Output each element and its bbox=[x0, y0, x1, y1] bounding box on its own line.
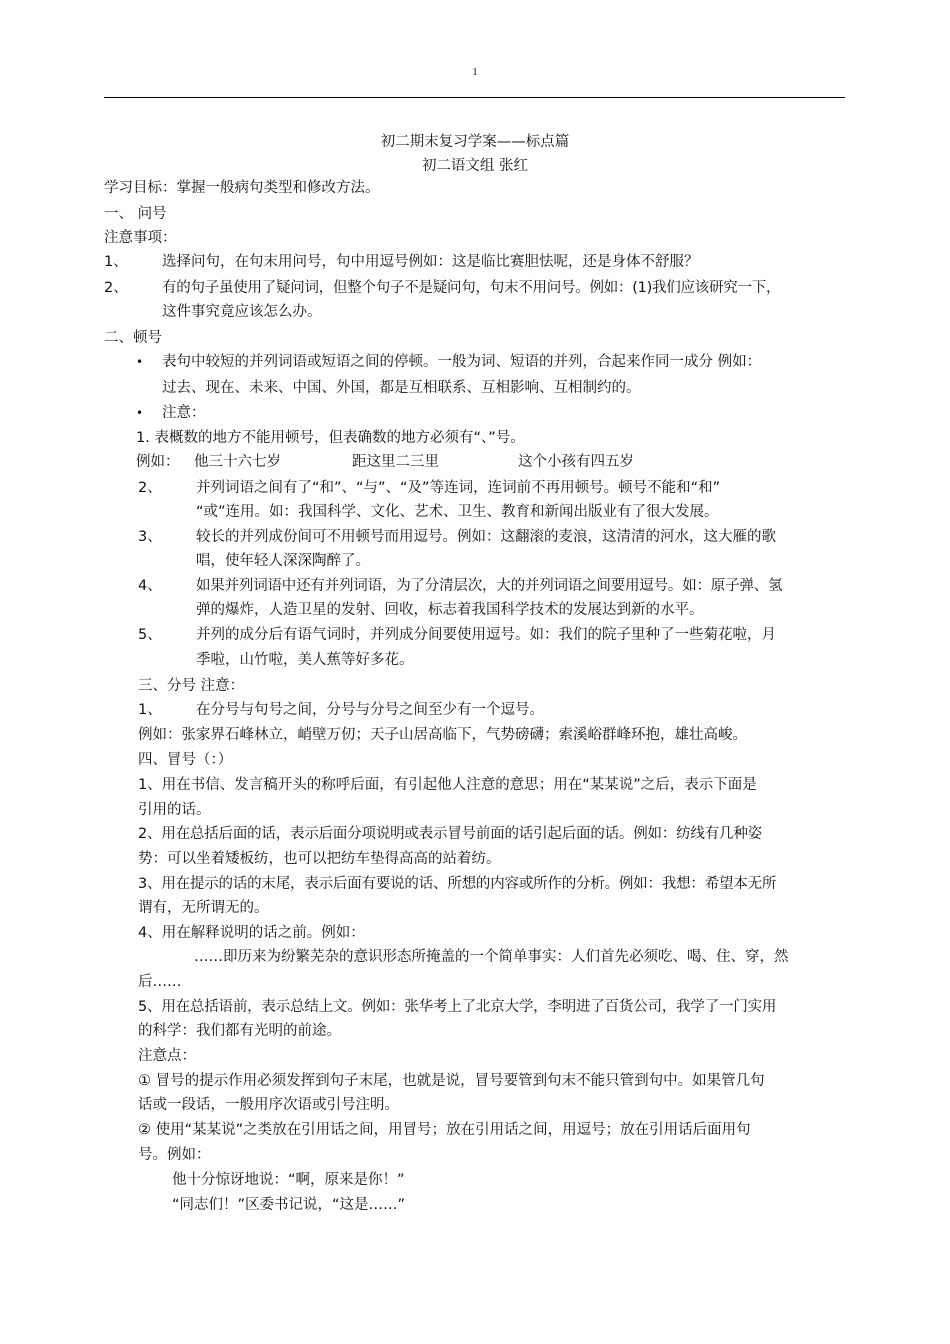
section-heading-semicolon: 三、分号 注意： bbox=[138, 678, 245, 694]
section-heading-comma: 二、顿号 bbox=[104, 330, 162, 346]
quote-example: 他十分惊讶地说：“啊，原来是你！” bbox=[172, 1172, 405, 1188]
list-item-text: 如果并列词语中还有并列词语，为了分清层次，大的并列词语之间要用逗号。如：原子弹、氢 bbox=[196, 578, 783, 594]
note-heading: 注意点： bbox=[138, 1048, 196, 1064]
paragraph-line: 后…… bbox=[138, 974, 182, 990]
header-rule bbox=[104, 97, 845, 98]
document-title: 初二期末复习学案——标点篇 bbox=[380, 134, 570, 150]
list-number: 1、 bbox=[138, 702, 162, 718]
list-item-text: 在分号与句号之间，分号与分号之间至少有一个逗号。 bbox=[196, 702, 544, 718]
list-item-text: “或”连用。如：我国科学、文化、艺术、卫生、教育和新闻出版业有了很大发展。 bbox=[196, 504, 719, 520]
example-text: 距这里二三里 bbox=[352, 454, 439, 470]
example-text: 例如：张家界石峰林立，峭壁万仞；天子山居高临下，气势磅礴；索溪峪群峰环抱，雄壮高峻。 bbox=[138, 727, 747, 743]
paragraph-line: ……即历来为纷繁芜杂的意识形态所掩盖的一个简单事实：人们首先必须吃、喝、住、穿，然 bbox=[194, 949, 789, 965]
paragraph-line: 1、用在书信、发言稿开头的称呼后面，有引起他人注意的意思；用在“某某说”之后，表示下面是 bbox=[138, 777, 757, 793]
paragraph-line: 谓有，无所谓无的。 bbox=[138, 900, 269, 916]
list-item-text: 选择问句，在句末用问号，句中用逗号例如：这是临比赛胆怯呢，还是身体不舒服？ bbox=[162, 254, 699, 270]
list-number: 5、 bbox=[138, 627, 162, 643]
list-item-text: 并列词语之间有了“和”、“与”、“及”等连词，连词前不再用顿号。顿号不能和“和” bbox=[196, 480, 721, 496]
note-line: ① 冒号的提示作用必须发挥到句子末尾，也就是说，冒号要管到句末不能只管到句中。如果管几句 bbox=[138, 1073, 765, 1089]
list-item-text: 这件事究竟应该怎么办。 bbox=[162, 304, 322, 320]
list-number: 1、 bbox=[104, 254, 128, 270]
paragraph-line: 3、用在提示的话的末尾，表示后面有要说的话、所想的内容或所作的分析。例如：我想：希望本无所 bbox=[138, 876, 777, 892]
list-item-text: 并列的成分后有语气词时，并列成分间要使用逗号。如：我们的院子里种了一些菊花啦，月 bbox=[196, 627, 776, 643]
paragraph-line: 4、用在解释说明的话之前。例如： bbox=[138, 925, 365, 941]
list-number: 4、 bbox=[138, 578, 162, 594]
section-note-heading: 注意事项： bbox=[104, 230, 177, 246]
bullet-text: 注意： bbox=[162, 405, 206, 421]
list-number: 2、 bbox=[104, 280, 128, 296]
note-line: 话或一段话，一般用序次语或引号注明。 bbox=[138, 1097, 399, 1113]
page-number: 1 bbox=[472, 66, 478, 78]
example-text: 他三十六七岁 bbox=[194, 454, 281, 470]
list-item-text: 唱，使年轻人深深陶醉了。 bbox=[196, 553, 370, 569]
paragraph-line: 2、用在总括后面的话，表示后面分项说明或表示冒号前面的话引起后面的话。例如：纺线有几种姿 bbox=[138, 826, 762, 842]
learning-goal: 学习目标：掌握一般病句类型和修改方法。 bbox=[104, 180, 380, 196]
note-line: ② 使用“某某说”之类放在引用话之间，用冒号；放在引用话之间，用逗号；放在引用话后面用句 bbox=[138, 1122, 751, 1138]
bullet-text: 表句中较短的并列词语或短语之间的停顿。一般为词、短语的并列，合起来作同一成分 例如： bbox=[162, 354, 762, 370]
note-line: 号。例如： bbox=[138, 1147, 211, 1163]
example-label: 例如： bbox=[136, 454, 180, 470]
document-subtitle: 初二语文组 张红 bbox=[421, 158, 529, 174]
example-text: 这个小孩有四五岁 bbox=[518, 454, 634, 470]
paragraph-line: 势：可以坐着矮板纺，也可以把纺车垫得高高的站着纺。 bbox=[138, 851, 501, 867]
list-item-text: 1. 表概数的地方不能用顿号，但表确数的地方必须有“、”号。 bbox=[136, 430, 525, 446]
section-heading-question-mark: 一、 问号 bbox=[104, 206, 167, 222]
list-item-text: 有的句子虽使用了疑问词，但整个句子不是疑问句，句末不用问号。例如：(1)我们应该研究一下， bbox=[162, 280, 781, 296]
list-item-text: 较长的并列成份间可不用顿号而用逗号。例如：这翻滚的麦浪，这清清的河水，这大雁的歌 bbox=[196, 529, 776, 545]
section-heading-colon: 四、冒号（：） bbox=[138, 752, 233, 768]
quote-example: “同志们！”区委书记说，“这是……” bbox=[172, 1197, 406, 1213]
paragraph-line: 5、用在总括语前，表示总结上文。例如：张华考上了北京大学，李明进了百货公司，我学了一门实用 bbox=[138, 999, 777, 1015]
list-item-text: 季啦，山竹啦，美人蕉等好多花。 bbox=[196, 652, 414, 668]
paragraph-line: 引用的话。 bbox=[138, 802, 211, 818]
list-item-text: 弹的爆炸，人造卫星的发射、回收，标志着我国科学技术的发展达到新的水平。 bbox=[196, 602, 704, 618]
bullet-icon: • bbox=[136, 355, 144, 369]
bullet-text: 过去、现在、未来、中国、外国，都是互相联系、互相影响、互相制约的。 bbox=[162, 380, 641, 396]
bullet-icon: • bbox=[136, 406, 144, 420]
list-number: 2、 bbox=[138, 480, 162, 496]
list-number: 3、 bbox=[138, 529, 162, 545]
paragraph-line: 的科学：我们都有光明的前途。 bbox=[138, 1023, 341, 1039]
